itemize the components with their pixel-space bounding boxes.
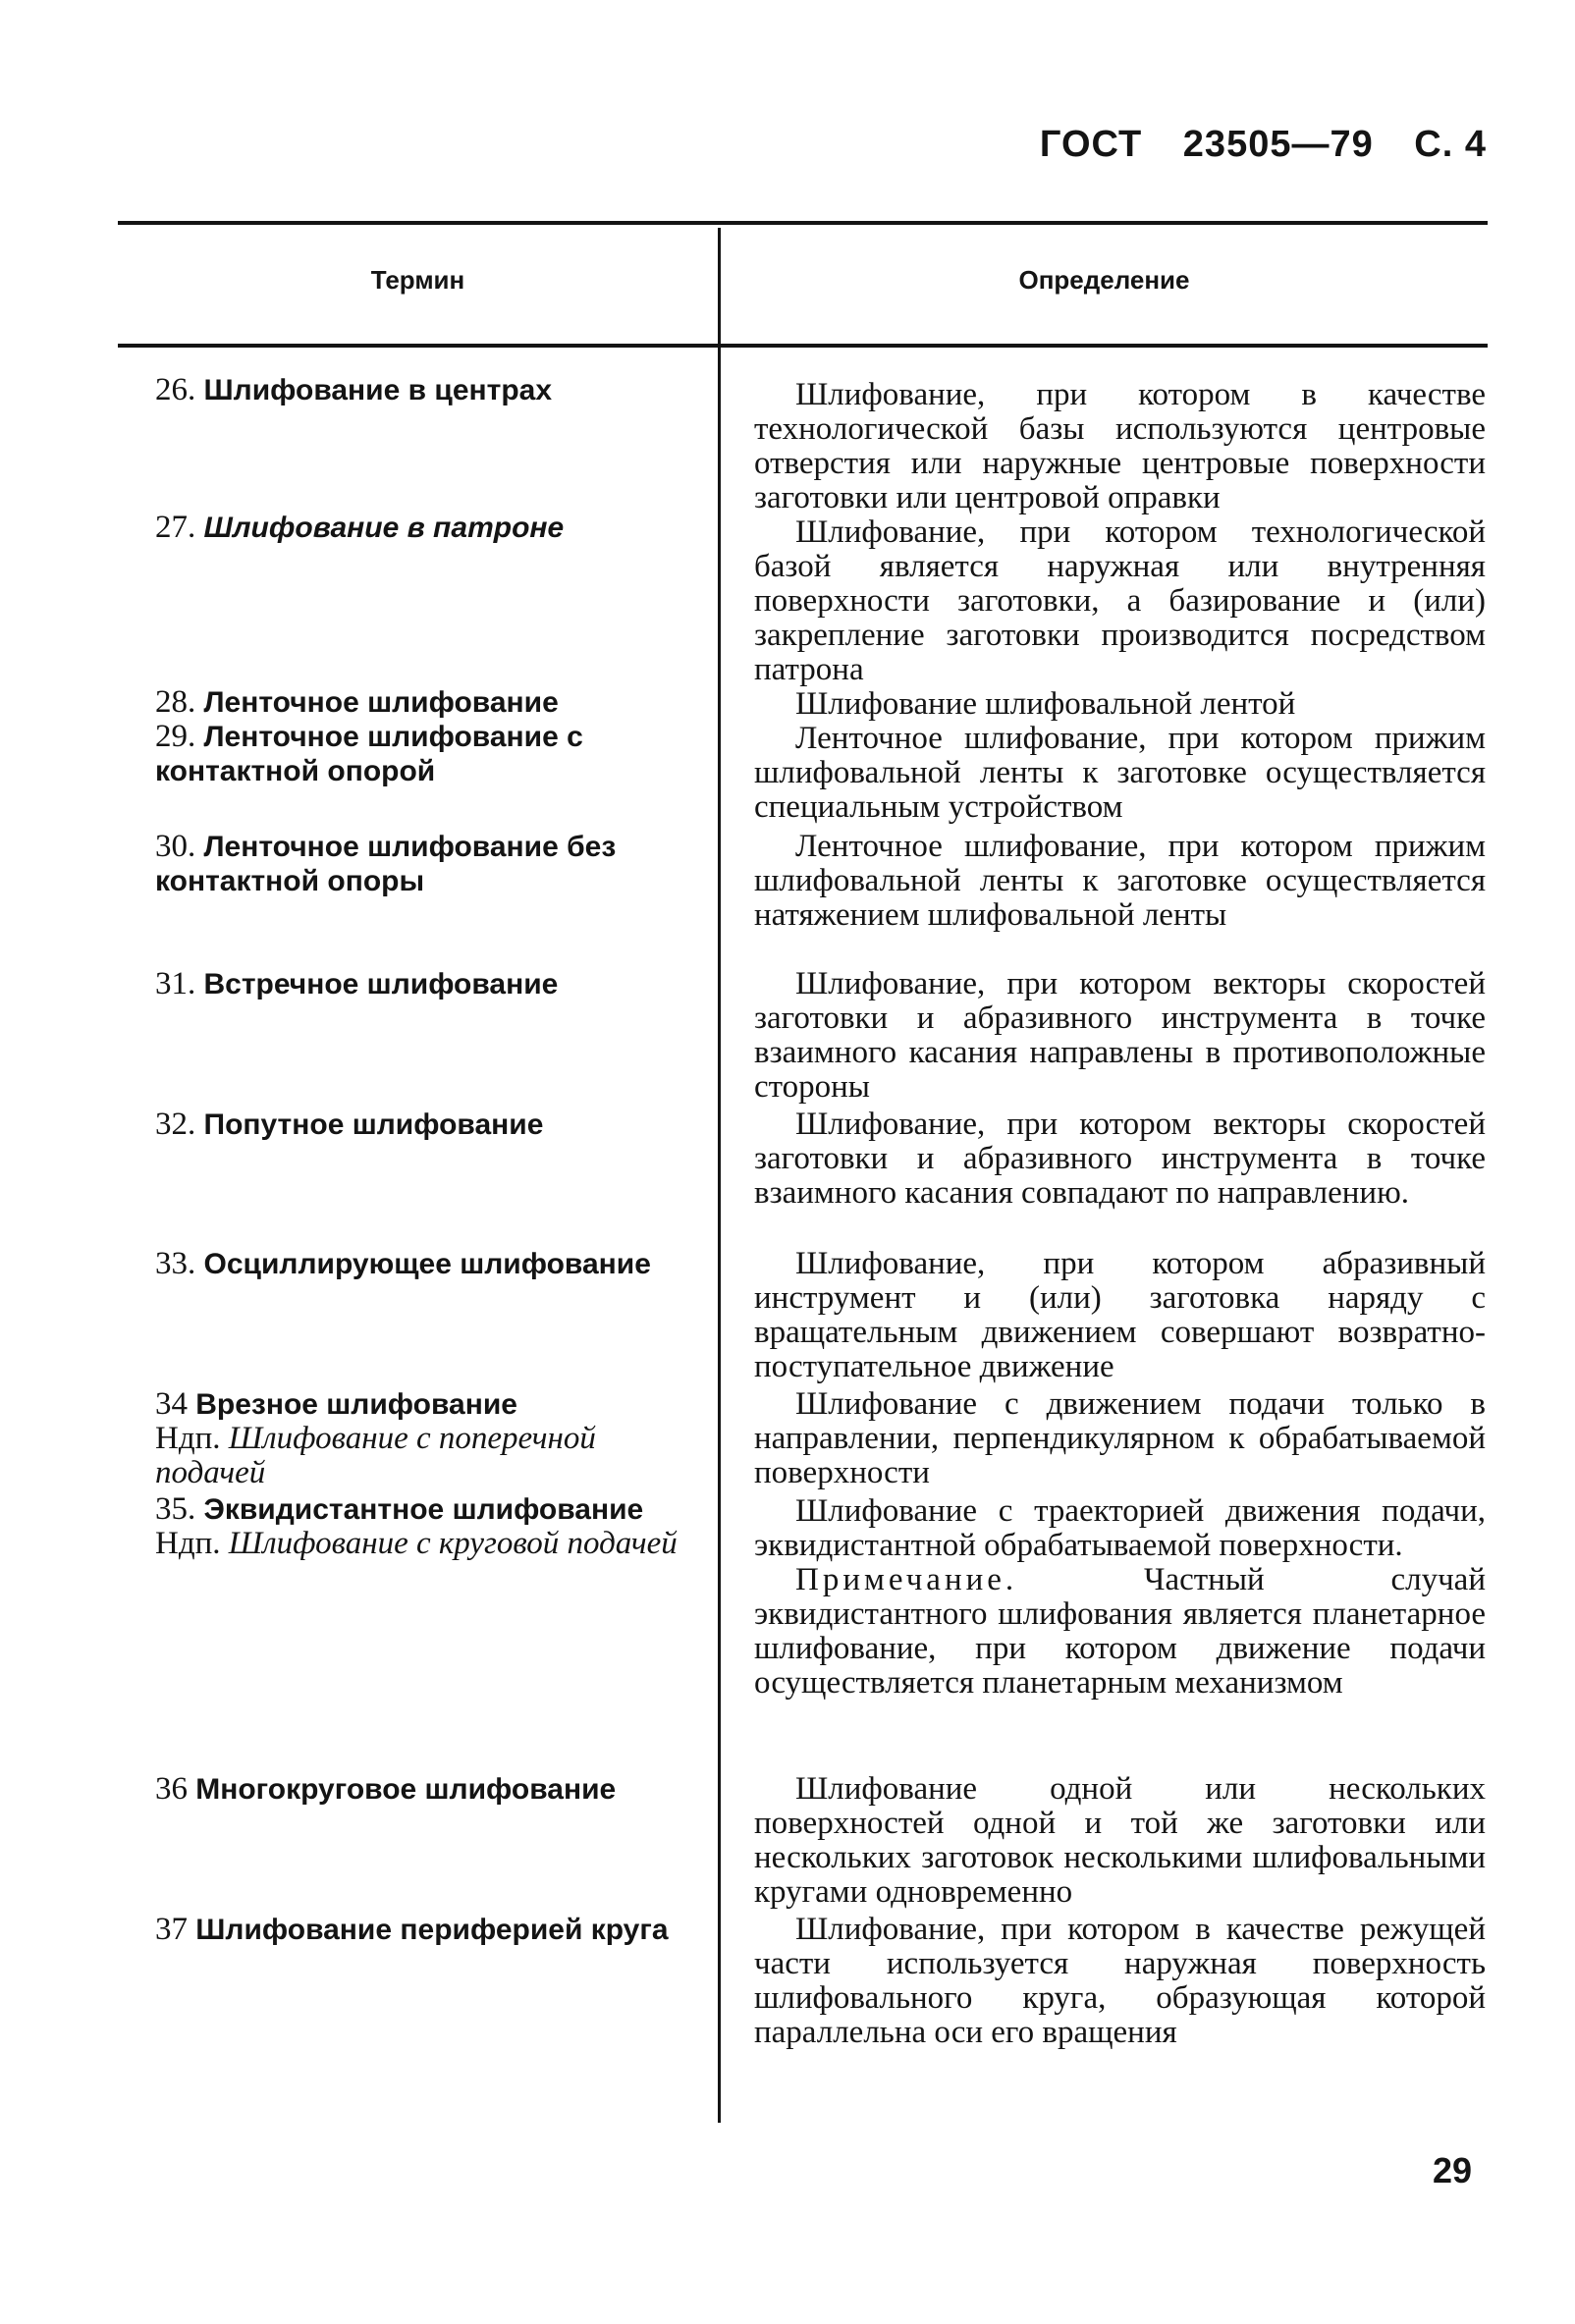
standard-label: ГОСТ	[1039, 124, 1143, 165]
definition-32: Шлифование, при котором векторы скоростей заготовки и абразивного инструмента в точке взаимного касания совпадают по направлению.	[754, 1107, 1486, 1211]
page-number: 29	[1432, 2150, 1472, 2190]
definition-35: Шлифование с траекторией движения подачи, эквидистантной обрабатываемой поверхности. Примечание. Частный случай эквидистантного шлифования является планетарное шлифование, при котором движение подачи осуществляется планетарным механизмом	[754, 1493, 1486, 1701]
page-header	[1040, 124, 1487, 166]
standard-number: 23505—79	[1182, 124, 1374, 165]
term-36: 36 Многокруговое шлифование	[155, 1771, 617, 1807]
term-33: 33. Осциллирующее шлифование	[155, 1246, 651, 1281]
definition-29: Ленточное шлифование, при котором прижим шлифовальной ленты к заготовке осуществляется специальным устройством	[754, 721, 1486, 825]
definition-33: Шлифование, при котором абразивный инструмент и (или) заготовка наряду с вращательным движением совершают возвратно-поступательное движение	[754, 1246, 1486, 1384]
note	[754, 1563, 1486, 1701]
table-top-rule	[118, 221, 1488, 225]
term-32: 32. Попутное шлифование	[155, 1107, 544, 1142]
term-29: 29. Ленточное шлифование с контактной опорой	[155, 719, 583, 787]
definition-28: Шлифование шлифовальной лентой	[795, 686, 1296, 722]
term-30: 30. Ленточное шлифование без контактной опоры	[155, 829, 617, 897]
term-28: 28. Ленточное шлифование	[155, 684, 559, 720]
term-34: 34 Врезное шлифование Ндп. Шлифование с поперечной подачей	[155, 1386, 596, 1490]
definition-34: Шлифование с движением подачи только в направлении, перпендикулярном к обрабатываемой поверхности	[754, 1386, 1486, 1490]
definition-31: Шлифование, при котором векторы скоростей заготовки и абразивного инструмента в точке взаимного касания направлены в противоположные стороны	[754, 966, 1486, 1105]
definition-36: Шлифование одной или нескольких поверхностей одной и той же заготовки или нескольких заготовок несколькими шлифовальными кругами одновременно	[754, 1771, 1486, 1910]
note-text: Частный случай эквидистантного шлифования является планетарное шлифование, при котором движение подачи осуществляется планетарным механизмом	[754, 1562, 1486, 1701]
column-header-definition: Определение	[1018, 265, 1190, 295]
definition-27: Шлифование, при котором технологической базой является наружная или внутренняя поверхности заготовки, а базирование и (или) закрепление заготовки производится посредством патрона	[754, 514, 1486, 687]
table-header-rule	[118, 344, 1488, 348]
page-reference: С. 4	[1414, 124, 1487, 165]
note-label: Примечание.	[795, 1562, 1018, 1597]
definition-26: Шлифование, при котором в качестве технологической базы используются центровые отверстия или наружные центровые поверхности заготовки или центровой оправки	[754, 377, 1486, 515]
term-26: 26. Шлифование в центрах	[155, 372, 553, 407]
term-27: 27. Шлифование в патроне	[155, 510, 565, 545]
column-header-term: Термин	[370, 265, 465, 295]
ndp-text: Шлифование с поперечной подачей	[155, 1421, 596, 1490]
definition-37: Шлифование, при котором в качестве режущей части используется наружная поверхность шлифовального круга, образующая которой параллельна оси его вращения	[754, 1912, 1486, 2050]
definition-30: Ленточное шлифование, при котором прижим шлифовальной ленты к заготовке осуществляется натяжением шлифовальной ленты	[754, 829, 1486, 933]
term-37: 37 Шлифование периферией круга	[155, 1912, 669, 1947]
term-35: 35. Эквидистантное шлифование Ндп. Шлифование с круговой подачей	[155, 1491, 678, 1561]
term-31: 31. Встречное шлифование	[155, 966, 559, 1001]
ndp-text: Шлифование с круговой подачей	[228, 1526, 678, 1561]
